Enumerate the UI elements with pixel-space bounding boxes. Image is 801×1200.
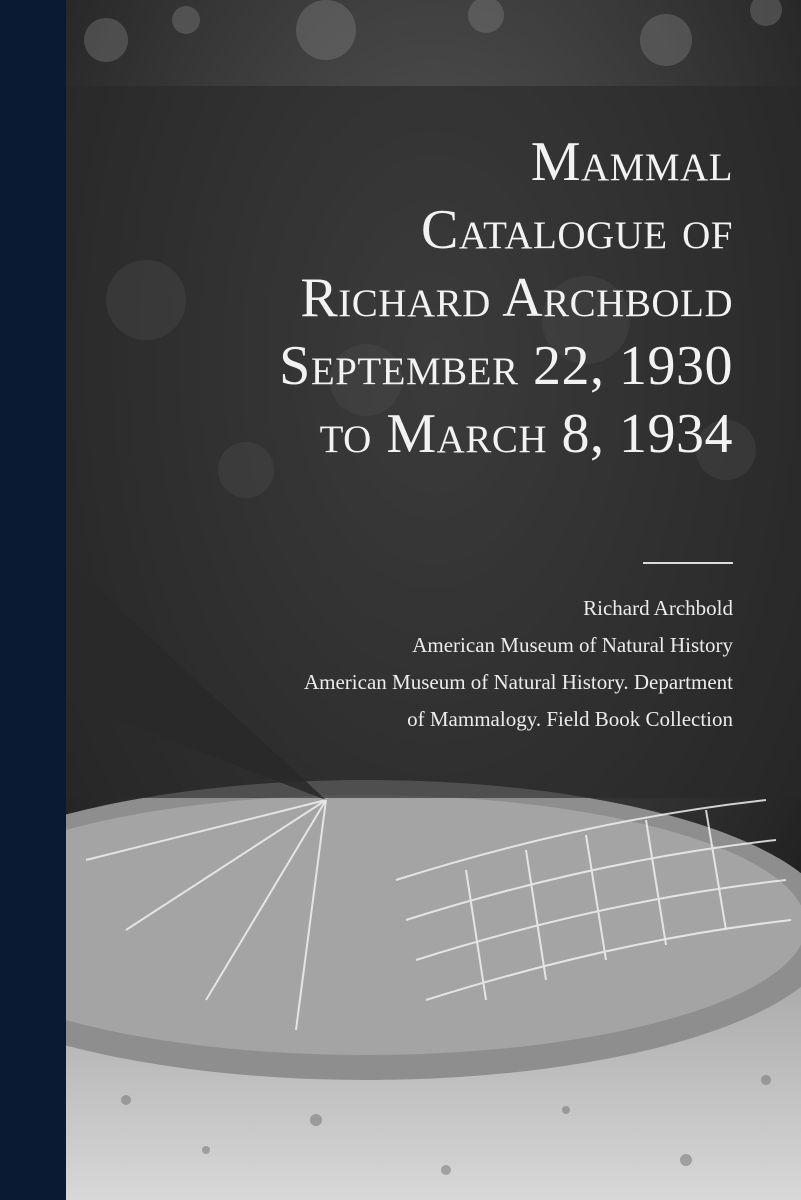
title-line: Richard Archbold <box>300 267 733 329</box>
title-line: September 22, 1930 <box>279 335 733 397</box>
title-line: to March 8, 1934 <box>319 403 733 465</box>
contributor-name: of Mammalogy. Field Book Collection <box>407 707 733 731</box>
contributor-list <box>93 590 733 738</box>
book-title <box>93 128 733 468</box>
contributor-name: Richard Archbold <box>583 596 733 620</box>
contributor-name: American Museum of Natural History. Department <box>303 670 733 694</box>
spine-band <box>0 0 66 1200</box>
contributor-name: American Museum of Natural History <box>412 633 733 657</box>
title-divider <box>643 562 733 564</box>
title-line: Catalogue of <box>420 199 733 261</box>
title-line: Mammal <box>530 131 733 193</box>
